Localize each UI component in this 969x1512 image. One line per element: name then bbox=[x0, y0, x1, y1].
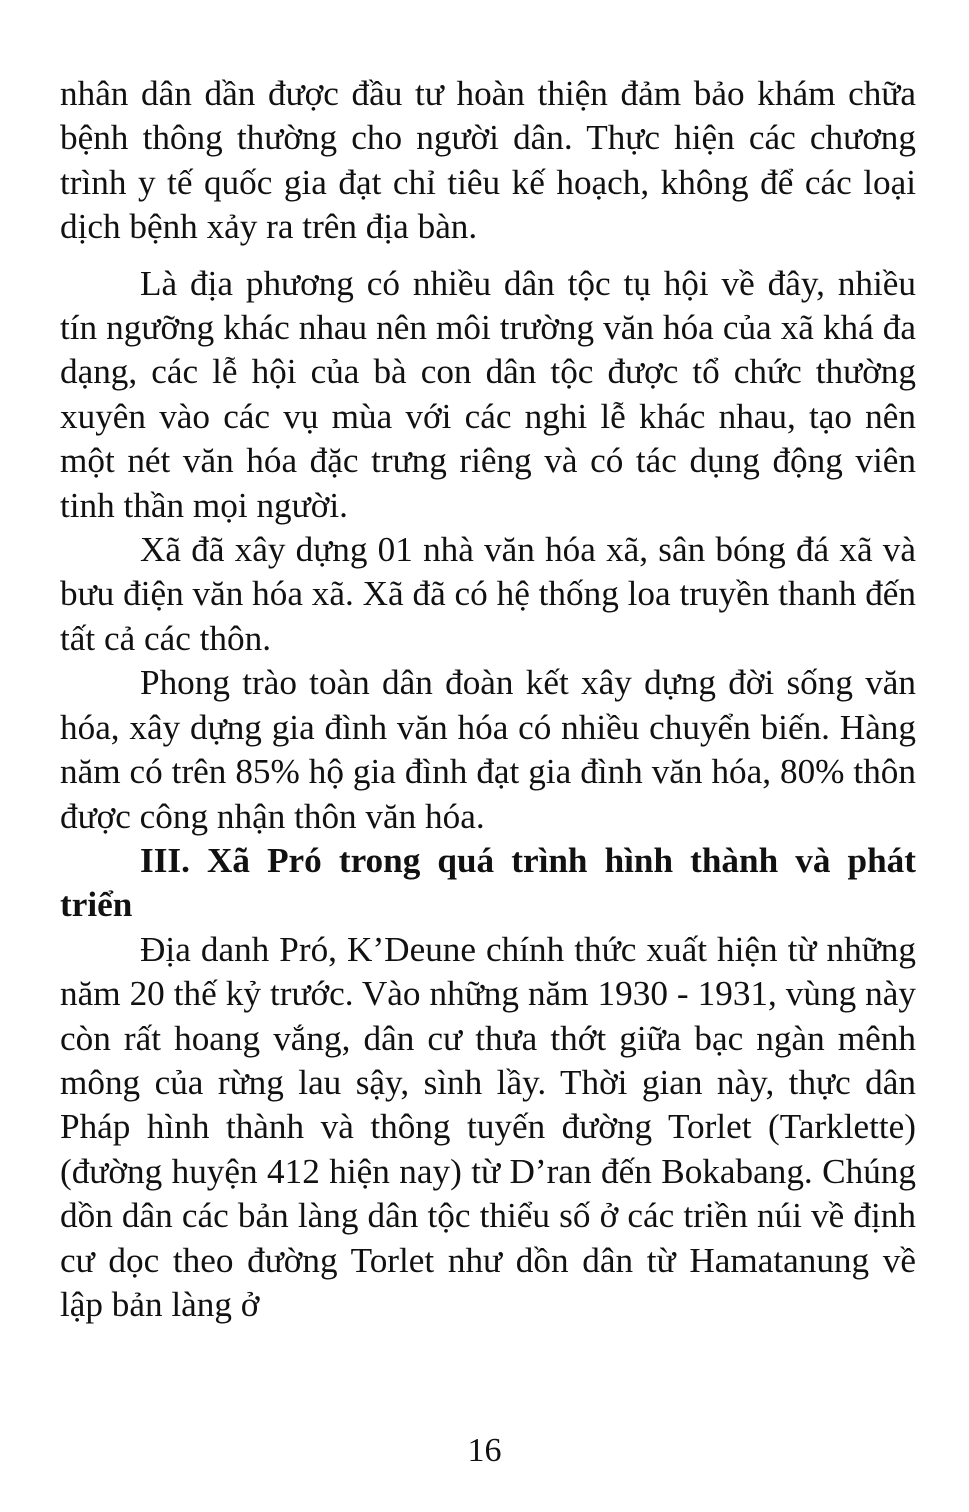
paragraph-culture-diversity: Là địa phương có nhiều dân tộc tụ hội về đây, nhiều tín ngưỡng khác nhau nên môi trường văn hóa của xã khá đa dạng, các lễ hội của bà con dân tộc được tổ chức thường xuyên vào các vụ mùa với các nghi lễ khác nhau, tạo nên một nét văn hóa đặc trưng riêng và có tác dụng động viên tinh thần mọi người. bbox=[60, 263, 916, 525]
page-body bbox=[60, 72, 916, 1327]
paragraph-healthcare: nhân dân dần được đầu tư hoàn thiện đảm bảo khám chữa bệnh thông thường cho người dân. Thực hiện các chương trình y tế quốc gia đạt chỉ tiêu kế hoạch, không để các loại dịch bệnh xảy ra trên địa bàn. bbox=[60, 74, 916, 247]
paragraph-cultural-facilities: Xã đã xây dựng 01 nhà văn hóa xã, sân bóng đá xã và bưu điện văn hóa xã. Xã đã có hệ thống loa truyền thanh đến tất cả các thôn. bbox=[60, 530, 916, 658]
page-number: 16 bbox=[467, 1432, 502, 1469]
section-heading: III. Xã Pró trong quá trình hình thành và phát triển bbox=[60, 840, 916, 925]
paragraph-history: Địa danh Pró, K’Deune chính thức xuất hiện từ những năm 20 thế kỷ trước. Vào những năm 1930 - 1931, vùng này còn rất hoang vắng, dân cư thưa thớt giữa bạc ngàn mênh mông của rừng lau sậy, sình lầy. Thời gian này, thực dân Pháp hình thành và thông tuyến đường Torlet (Tarklette) (đường huyện 412 hiện nay) từ D’ran đến Bokabang. Chúng dồn dân các bản làng dân tộc thiểu số ở các triền núi về định cư dọc theo đường Torlet như dồn dân từ Hamatanung về lập bản làng ở bbox=[60, 929, 916, 1324]
paragraph-cultural-movement: Phong trào toàn dân đoàn kết xây dựng đời sống văn hóa, xây dựng gia đình văn hóa có nhiều chuyển biến. Hàng năm có trên 85% hộ gia đình đạt gia đình văn hóa, 80% thôn được công nhận thôn văn hóa. bbox=[60, 663, 916, 836]
